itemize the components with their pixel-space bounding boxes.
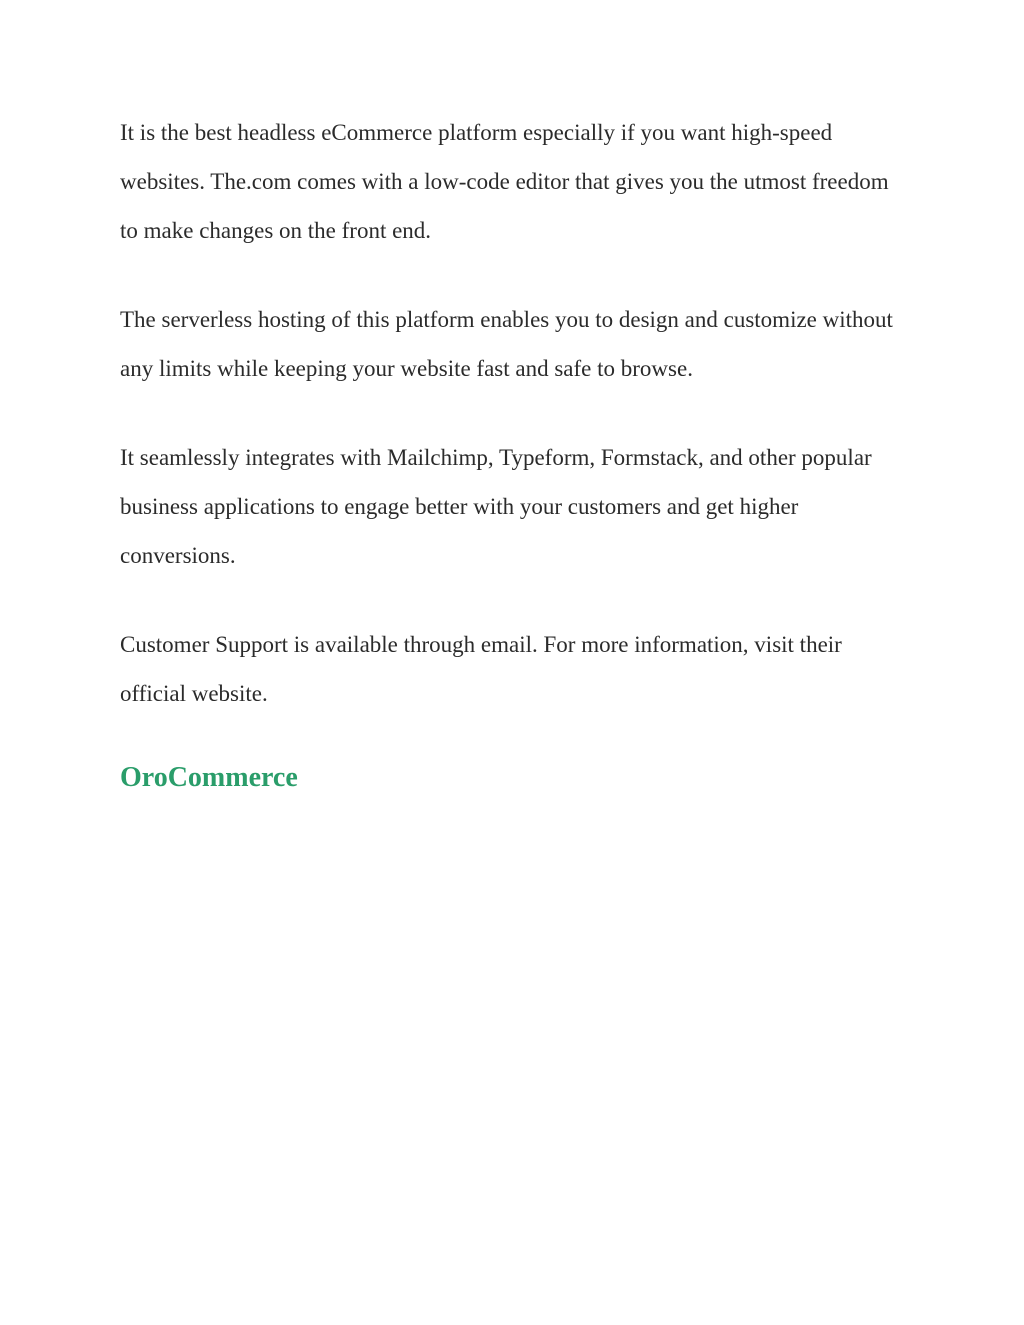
- section-heading-orocommerce: OroCommerce: [120, 762, 298, 793]
- document-body: [120, 108, 910, 798]
- paragraph-serverless-hosting: The serverless hosting of this platform enables you to design and customize without any limits while keeping your website fast and safe to browse.: [120, 307, 893, 381]
- paragraph-platform-overview: It is the best headless eCommerce platform especially if you want high-speed websites. The.com comes with a low-code editor that gives you the utmost freedom to make changes on the front end.: [120, 120, 889, 243]
- paragraph-customer-support: Customer Support is available through email. For more information, visit their official website.: [120, 632, 842, 706]
- paragraph-integrations: It seamlessly integrates with Mailchimp, Typeform, Formstack, and other popular business applications to engage better with your customers and get higher conversions.: [120, 445, 872, 568]
